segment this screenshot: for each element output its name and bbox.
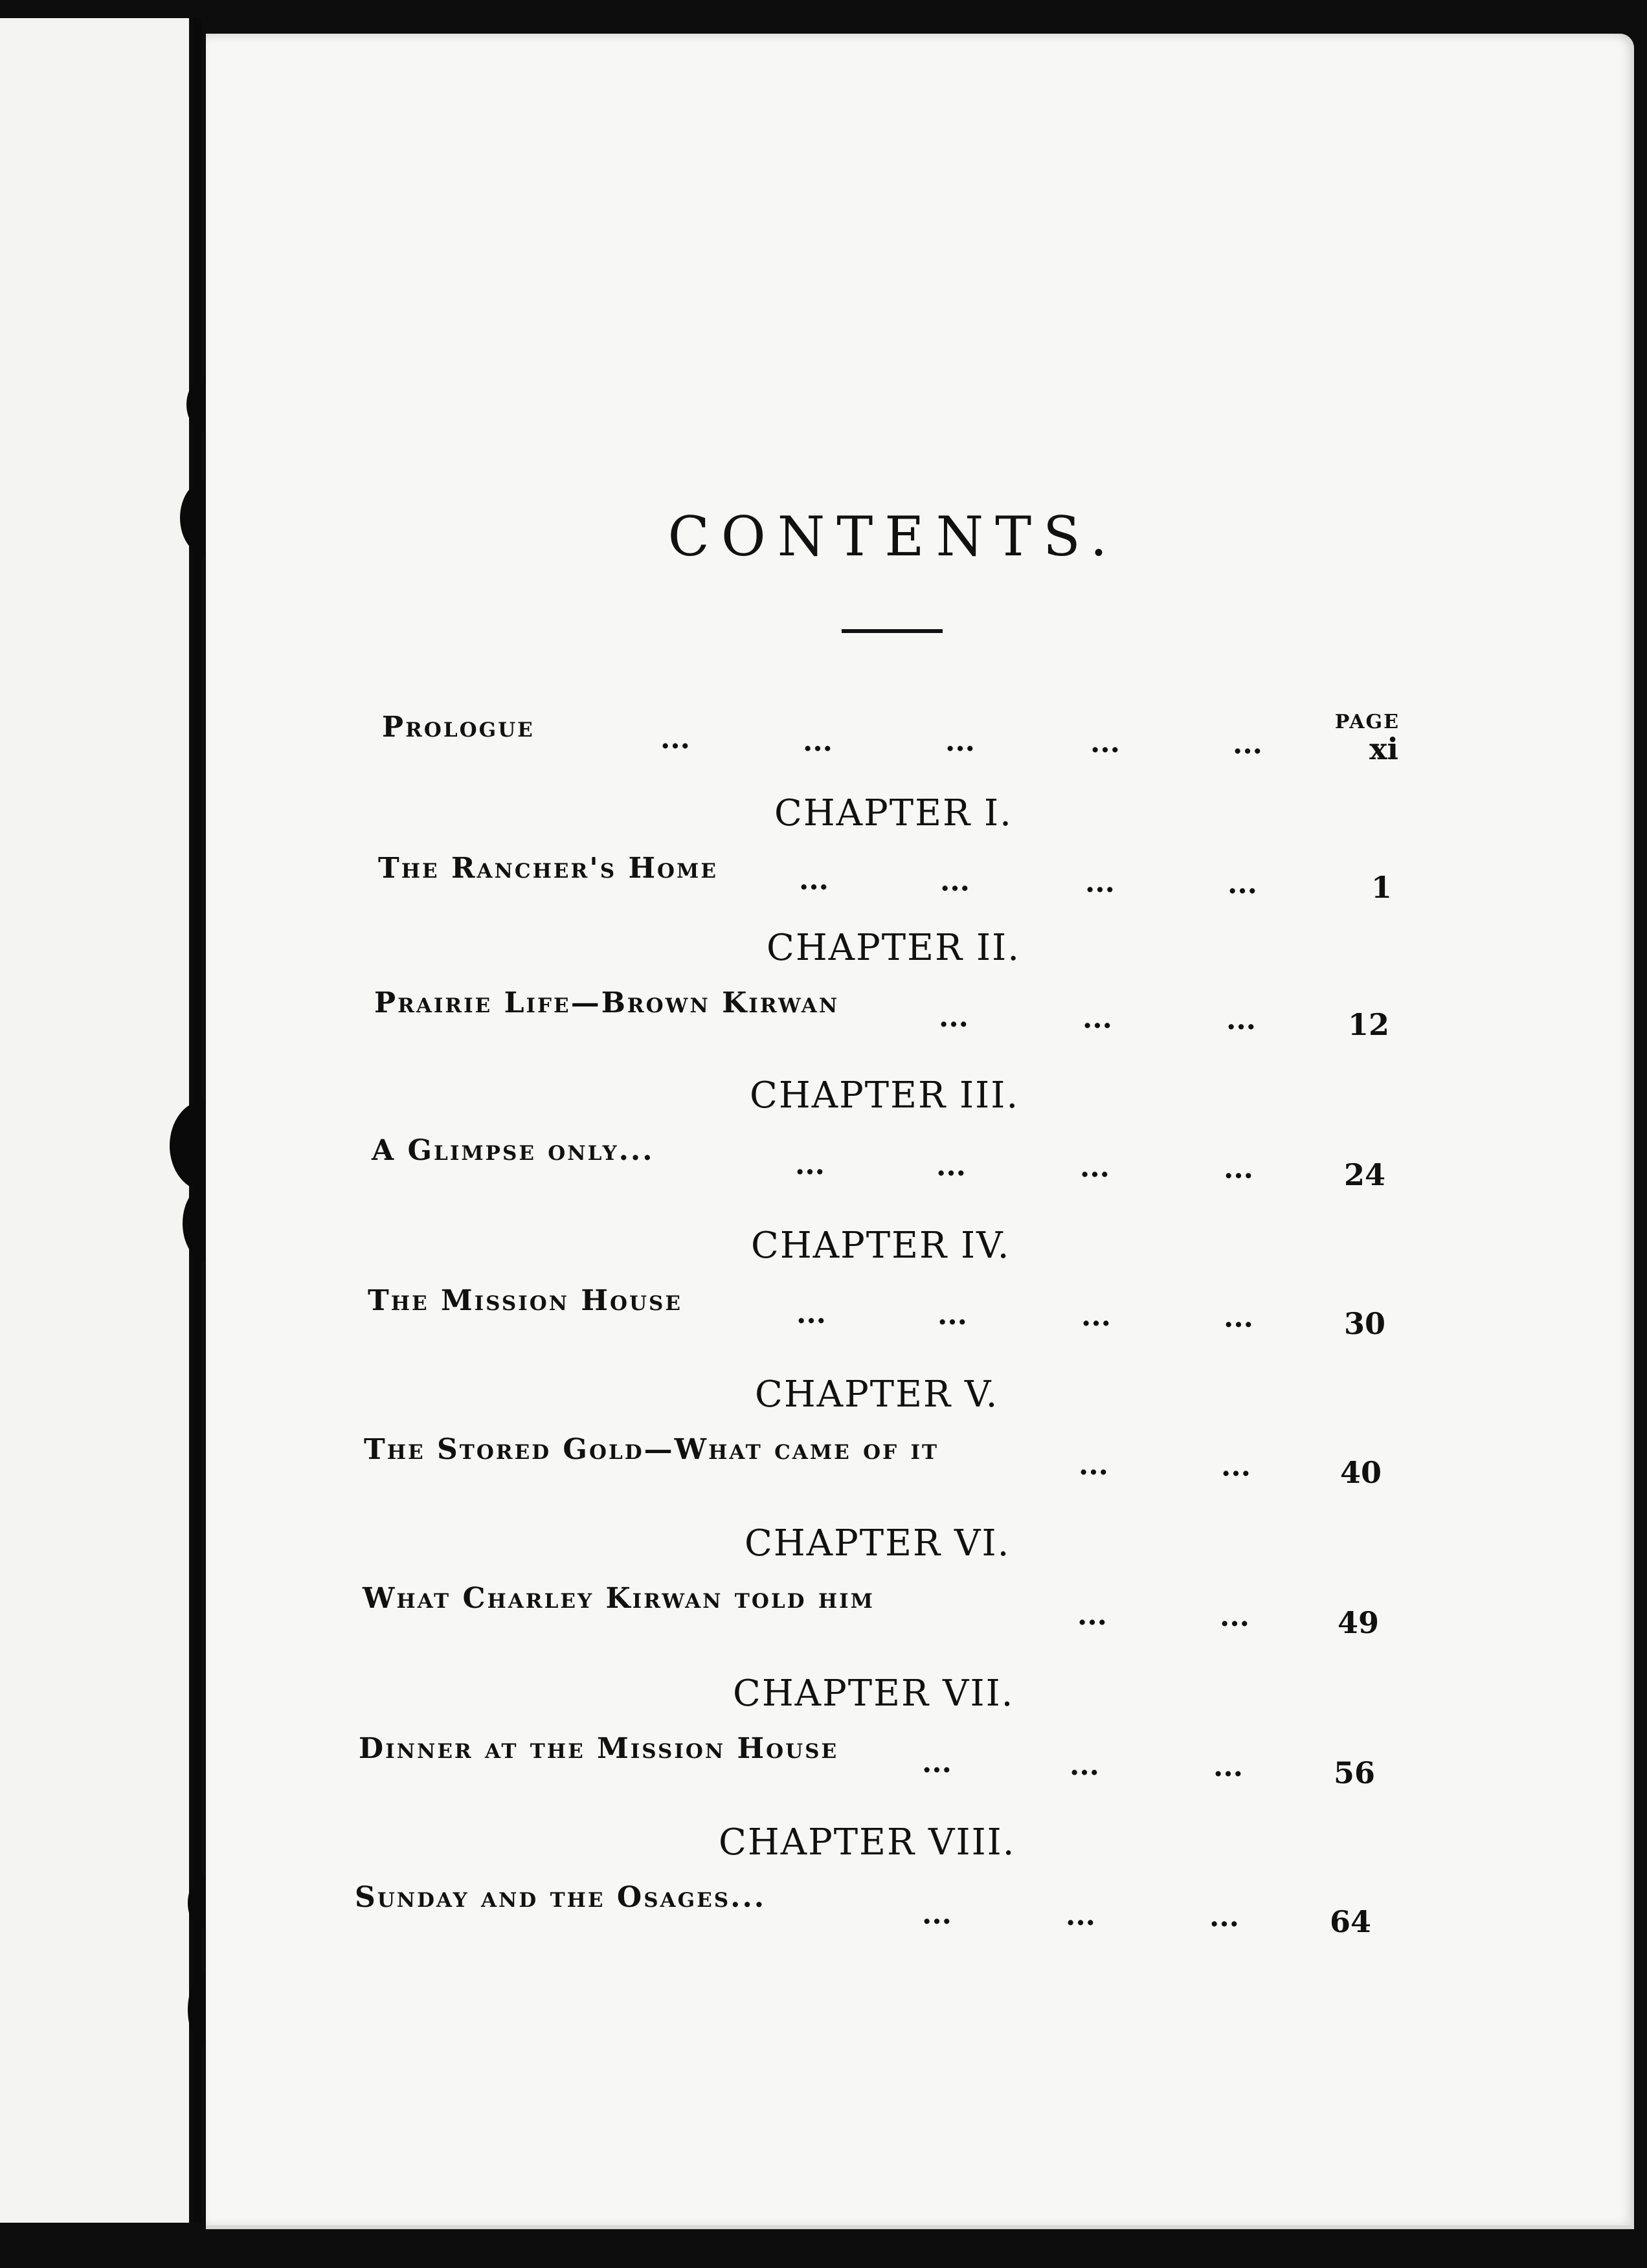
chapter-title: A Glimpse only... — [372, 1134, 655, 1167]
chapter-title: Sunday and the Osages... — [355, 1881, 767, 1914]
leader: ... — [1090, 726, 1120, 759]
chapter-heading: CHAPTER VIII. — [719, 1821, 1016, 1863]
contents-title: CONTENTS. — [667, 505, 1119, 568]
chapter-heading: CHAPTER VI. — [745, 1522, 1011, 1564]
leader: ... — [1077, 1599, 1107, 1632]
leader: ... — [1220, 1600, 1249, 1633]
chapter-title: The Rancher's Home — [378, 852, 718, 885]
leader: ... — [1066, 1899, 1095, 1932]
leader: ... — [1227, 867, 1257, 900]
leader: ... — [799, 863, 829, 896]
chapter-title: Prairie Life—Brown Kirwan — [374, 986, 840, 1019]
prologue-title: Prologue — [382, 711, 535, 744]
leader: ... — [1221, 1450, 1251, 1483]
chapter-title: What Charley Kirwan told him — [363, 1582, 875, 1615]
leader: ... — [940, 865, 970, 898]
leader: ... — [1226, 1003, 1256, 1036]
leader: ... — [1209, 1900, 1239, 1933]
leader: ... — [796, 1297, 826, 1330]
leader: ... — [660, 722, 690, 755]
leader: ... — [1079, 1449, 1108, 1482]
leader: ... — [936, 1150, 966, 1183]
chapter-heading: CHAPTER VII. — [733, 1673, 1014, 1715]
chapter-heading: CHAPTER IV. — [751, 1225, 1011, 1267]
chapter-title: The Mission House — [368, 1284, 683, 1317]
chapter-page: 1 — [1371, 870, 1392, 905]
chapter-heading: CHAPTER II. — [767, 927, 1021, 969]
chapter-page: 64 — [1329, 1904, 1371, 1939]
chapter-page: 49 — [1337, 1605, 1379, 1640]
leader: ... — [937, 1298, 967, 1331]
leader: ... — [1082, 1002, 1112, 1035]
chapter-heading: CHAPTER III. — [750, 1074, 1020, 1117]
leader: ... — [1224, 1152, 1253, 1185]
chapter-heading: CHAPTER I. — [774, 792, 1013, 834]
chapter-page: 30 — [1343, 1306, 1385, 1341]
chapter-title: The Stored Gold—What came of it — [364, 1433, 939, 1466]
chapter-page: 40 — [1339, 1455, 1382, 1490]
leader: ... — [1081, 1300, 1111, 1333]
chapter-page: 56 — [1333, 1755, 1375, 1790]
leader: ... — [795, 1148, 825, 1181]
leader: ... — [1213, 1750, 1243, 1783]
leader: ... — [803, 725, 833, 758]
leader: ... — [939, 1001, 969, 1034]
chapter-page: 24 — [1343, 1157, 1385, 1192]
leader: ... — [1085, 866, 1115, 899]
leader: ... — [1224, 1301, 1253, 1334]
chapter-page: 12 — [1347, 1007, 1389, 1042]
chapter-title: Dinner at the Mission House — [359, 1732, 839, 1765]
leader: ... — [922, 1746, 952, 1779]
chapter-heading: CHAPTER V. — [755, 1373, 999, 1416]
leader: ... — [922, 1898, 952, 1931]
page-column-label: PAGE — [1334, 711, 1400, 733]
leader: ... — [1080, 1151, 1110, 1184]
leader: ... — [1070, 1749, 1099, 1782]
leader: ... — [1233, 728, 1262, 761]
leader: ... — [945, 725, 975, 758]
prologue-page: xi — [1369, 731, 1398, 766]
